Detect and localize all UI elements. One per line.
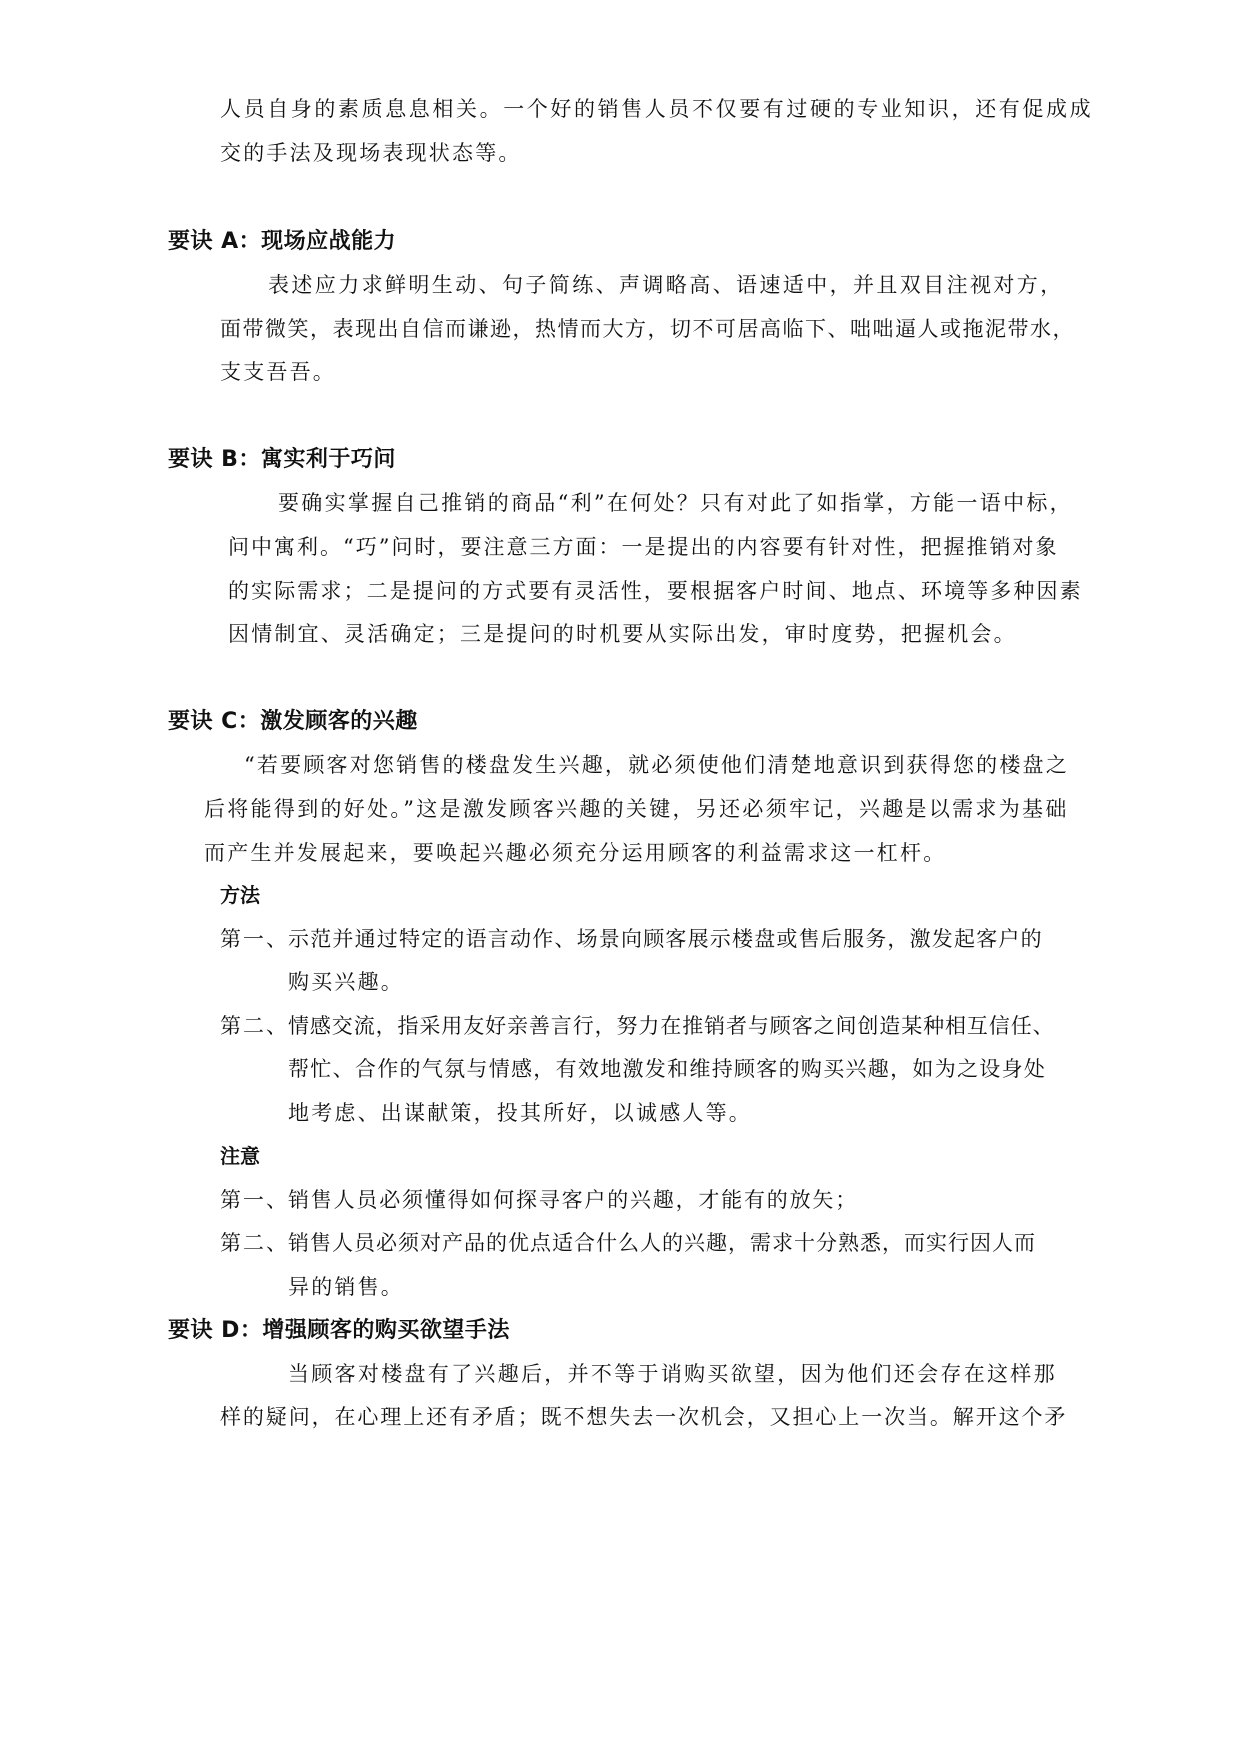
section-b-line-3: 的实际需求；二是提问的方式要有灵活性，要根据客户时间、地点、环境等多种因素 (228, 579, 1083, 603)
section-b-line-4: 因情制宜、灵活确定；三是提问的时机要从实际出发，审时度势，把握机会。 (228, 622, 1017, 646)
section-d-line-2: 样的疑问，在心理上还有矛盾；既不想失去一次机会，又担心上一次当。解开这个矛 (220, 1405, 1068, 1429)
section-a-line-2: 面带微笑，表现出自信而谦逊，热情而大方，切不可居高临下、咄咄逼人或拖泥带水， (220, 317, 1075, 341)
note-item-2-line-1: 销售人员必须对产品的优点适合什么人的兴趣，需求十分熟悉，而实行因人而 (288, 1231, 1036, 1255)
section-a-line-3: 支支吾吾。 (220, 360, 336, 384)
note-label: 注意 (220, 1144, 260, 1168)
section-d-title: 要诀 D：增强顾客的购买欲望手法 (168, 1318, 510, 1343)
section-c-line-2: 后将能得到的好处。”这是激发顾客兴趣的关键，另还必须牢记，兴趣是以需求为基础 (204, 797, 1069, 821)
section-d-line-1: 当顾客对楼盘有了兴趣后，并不等于诮购买欲望，因为他们还会存在这样那 (288, 1362, 1057, 1386)
method-item-2-line-1: 情感交流，指采用友好亲善言行，努力在推销者与顾客之间创造某种相互信任、 (288, 1014, 1055, 1038)
section-c-line-1: “若要顾客对您销售的楼盘发生兴趣，就必须使他们清楚地意识到获得您的楼盘之 (244, 753, 1069, 777)
section-b-line-1: 要确实掌握自己推销的商品“利”在何处？只有对此了如指掌，方能一语中标， (278, 491, 1073, 515)
note-item-1-number: 第一、 (220, 1188, 289, 1212)
method-item-1-line-2: 购买兴趣。 (288, 970, 404, 994)
method-label: 方法 (220, 883, 260, 907)
method-item-2-number: 第二、 (220, 1014, 289, 1038)
intro-line-1: 人员自身的素质息息相关。一个好的销售人员不仅要有过硬的专业知识，还有促成成 (220, 97, 1094, 121)
intro-line-2: 交的手法及现场表现状态等。 (220, 141, 522, 165)
section-c-title: 要诀 C：激发顾客的兴趣 (168, 709, 418, 734)
section-a-line-1: 表述应力求鲜明生动、句子简练、声调略高、语速适中，并且双目注视对方， (268, 273, 1064, 297)
note-item-1-line-1: 销售人员必须懂得如何探寻客户的兴趣，才能有的放矢； (288, 1188, 858, 1212)
section-a-title: 要诀 A：现场应战能力 (168, 229, 397, 254)
section-b-line-2: 问中寓利。“巧”问时，要注意三方面：一是提出的内容要有针对性，把握推销对象 (228, 535, 1059, 559)
section-b-title: 要诀 B：寓实利于巧问 (168, 447, 396, 472)
method-item-1-line-1: 示范并通过特定的语言动作、场景向顾客展示楼盘或售后服务，激发起客户的 (288, 927, 1043, 951)
method-item-1-number: 第一、 (220, 927, 289, 951)
note-item-2-line-2: 异的销售。 (288, 1275, 404, 1299)
note-item-2-number: 第二、 (220, 1231, 289, 1255)
method-item-2-line-3: 地考虑、出谋献策，投其所好，以诚感人等。 (288, 1101, 752, 1125)
section-c-line-3: 而产生并发展起来，要唤起兴趣必须充分运用顾客的利益需求这一杠杆。 (204, 841, 947, 865)
method-item-2-line-2: 帮忙、合作的气氛与情感，有效地激发和维持顾客的购买兴趣，如为之设身处 (288, 1057, 1047, 1081)
